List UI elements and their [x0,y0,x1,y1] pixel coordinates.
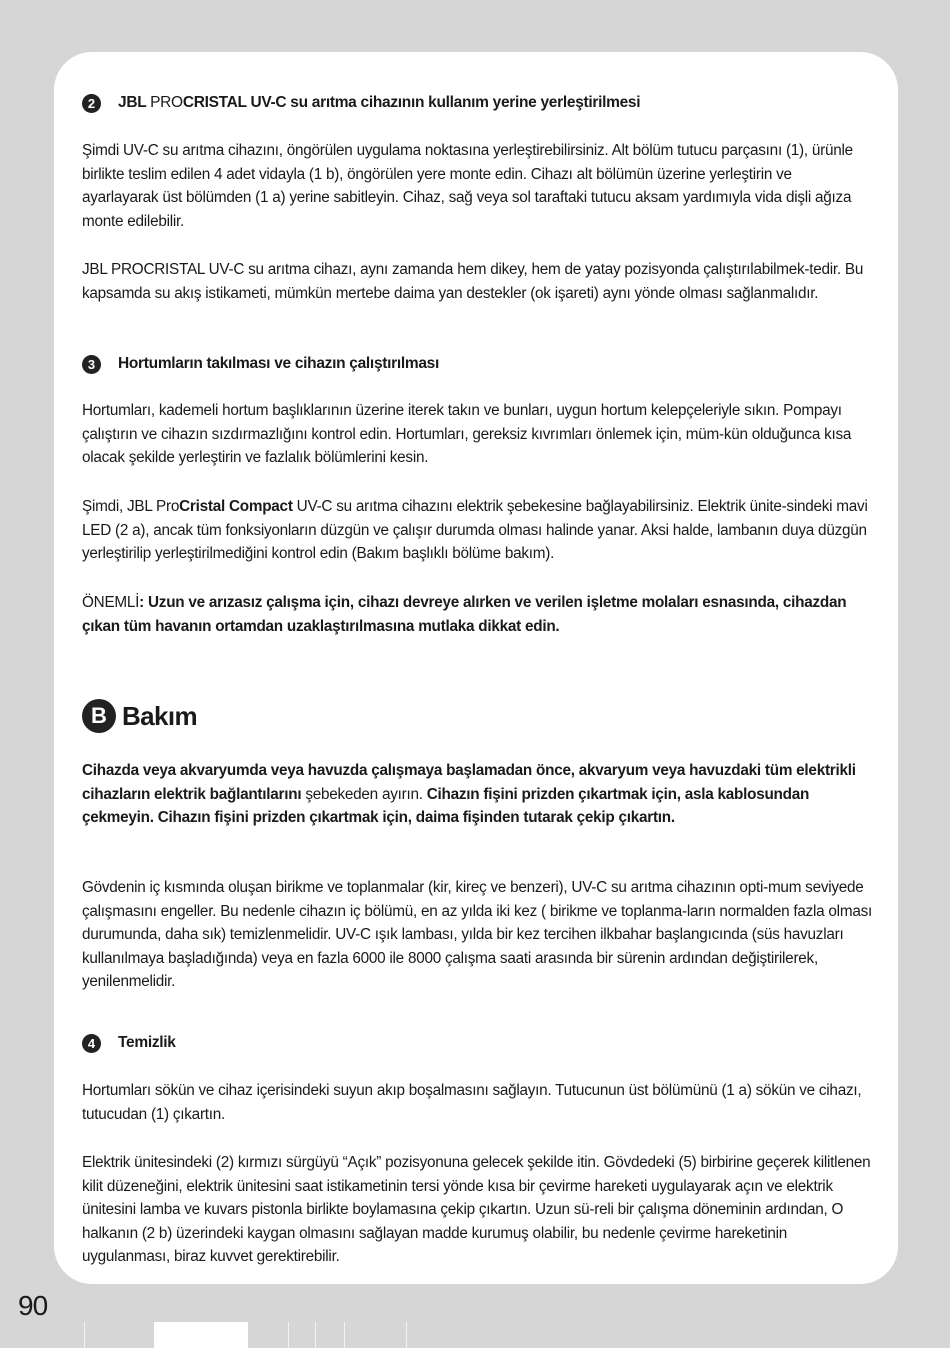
paragraph: Hortumları sökün ve cihaz içerisindeki suyun akıp boşalmasını sağlayın. Tutucunun üst bölümünü (1 a) sökün ve cihazı, tutucudan (1) çıkartın. [82,1082,862,1123]
section-3-heading [82,351,439,377]
section-number-badge: 4 [82,1034,101,1053]
section-2-heading [82,90,640,116]
section-letter-badge: B [82,699,116,733]
tab-divider [288,1322,289,1348]
section-3-title: Hortumların takılması ve cihazın çalıştırılması [118,355,440,372]
section-4-heading [82,1030,176,1056]
thumb-tab [154,1322,248,1348]
paragraph: Hortumları, kademeli hortum başlıklarının üzerine iterek takın ve bunları, uygun hortum kelepçeleriyle sıkın. Pompayı çalıştırın ve cihazın sızdırmazlığını kontrol edin. Hortumları, gereksiz kıvrımları önlemek için, müm-kün olduğunca kısa olacak şekilde yerleştirin ve fazlalık bölümlerini kesin. [82,402,852,466]
tab-divider [406,1322,407,1348]
paragraph: Şimdi, JBL ProCristal Compact UV-C su arıtma cihazını elektrik şebekesine bağlayabilirsiniz. Elektrik ünite-sindeki mavi LED (2 a), ancak tüm fonksiyonların düzgün ve çalışır durumda olması halinde yanar. Aksi halde, lambanın duya düzgün yerleştirilip yerleştirilmediğini kontrol edin (Bakım başlıklı bölüme bakım). [82,498,868,562]
brand-pro: PRO [150,94,183,111]
section-number-badge: 2 [82,94,101,113]
important-note: ÖNEMLİ: Uzun ve arızasız çalışma için, cihazı devreye alırken ve verilen işletme molaları esnasında, cihazdan çıkan tüm havanın ortamdan uzaklaştırılmasına mutlaka dikkat edin. [82,594,847,635]
paragraph: JBL PROCRISTAL UV-C su arıtma cihazı, aynı zamanda hem dikey, hem de yatay pozisyonda çalıştırılabilmek-tedir. Bu kapsamda su akış istikameti, mümkün mertebe daima yan destekler (ok işareti) aynı yönde olması sağlanmalıdır. [82,261,864,302]
tab-divider [84,1322,85,1348]
tab-divider [344,1322,345,1348]
section-b-heading [82,698,197,734]
page-number: 90 [18,1290,48,1321]
paragraph: Şimdi UV-C su arıtma cihazını, öngörülen uygulama noktasına yerleştirebilirsiniz. Alt bölüm tutucu parçasını (1), ürünle birlikte teslim edilen 4 adet vidayla (1 b), öngörülen yere monte edin. Cihazı alt bölümün üzerine yerleştirin ve ayarlayarak üst bölümden (1 a) yerine sabitleyin. Cihaz, sağ veya sol taraftaki tutucu aksam yardımıyla vida dişli ağıza monte edilebilir. [82,142,853,230]
section-b-title: Bakım [122,700,198,731]
brand-jbl: JBL [118,94,151,111]
section-number-badge: 3 [82,355,101,374]
section-2-title: CRISTAL UV-C su arıtma cihazının kullanım yerine yerleştirilmesi [182,94,641,111]
tab-divider [315,1322,316,1348]
section-4-title: Temizlik [118,1034,176,1051]
paragraph: Elektrik ünitesindeki (2) kırmızı sürgüyü “Açık” pozisyonuna gelecek şekilde itin. Gövdedeki (5) birbirine geçerek kilitlenen kilit düzeneğini, elektrik ünitesini saat istikametinin tersi yönde kısa bir çevirme hareketi uygulayarak açın ve elektrik ünitesini lamba ve kuvars pistonla birlikte boylamasına çekip çıkartın. Uzun sü-reli bir çalışma döneminin ardından, O halkanın (2 b) üzerindeki kaygan olmasını sağlayan madde kurumuş olabilir, bu nedenle çevirme hareketinin uygulanması, biraz kuvvet gerektirebilir. [82,1154,871,1265]
warning-paragraph: Cihazda veya akvaryumda veya havuzda çalışmaya başlamadan önce, akvaryum veya havuzdaki tüm elektrikli cihazların elektrik bağlantılarını şebekeden ayırın. Cihazın fişini prizden çıkartmak için, asla kablosundan çekmeyin. Cihazın fişini prizden çıkartmak için, daima fişinden tutarak çekip çıkartın. [82,762,856,826]
paragraph: Gövdenin iç kısmında oluşan birikme ve toplanmalar (kir, kireç ve benzeri), UV-C su arıtma cihazının opti-mum seviyede çalışmasını engeller. Bu nedenle cihazın iç bölümü, en az yılda iki kez ( birikme ve toplanma-ların normalden fazla olması durumunda, daha sık) temizlenmelidir. UV-C ışık lambası, yılda bir kez tercihen ilkbahar başlangıcında (süs havuzları kullanılmaya başladığında) veya en fazla 6000 ile 8000 çalışma saati arasında bir sürenin ardından değiştirilerek, yenilenmelidir. [82,879,872,990]
